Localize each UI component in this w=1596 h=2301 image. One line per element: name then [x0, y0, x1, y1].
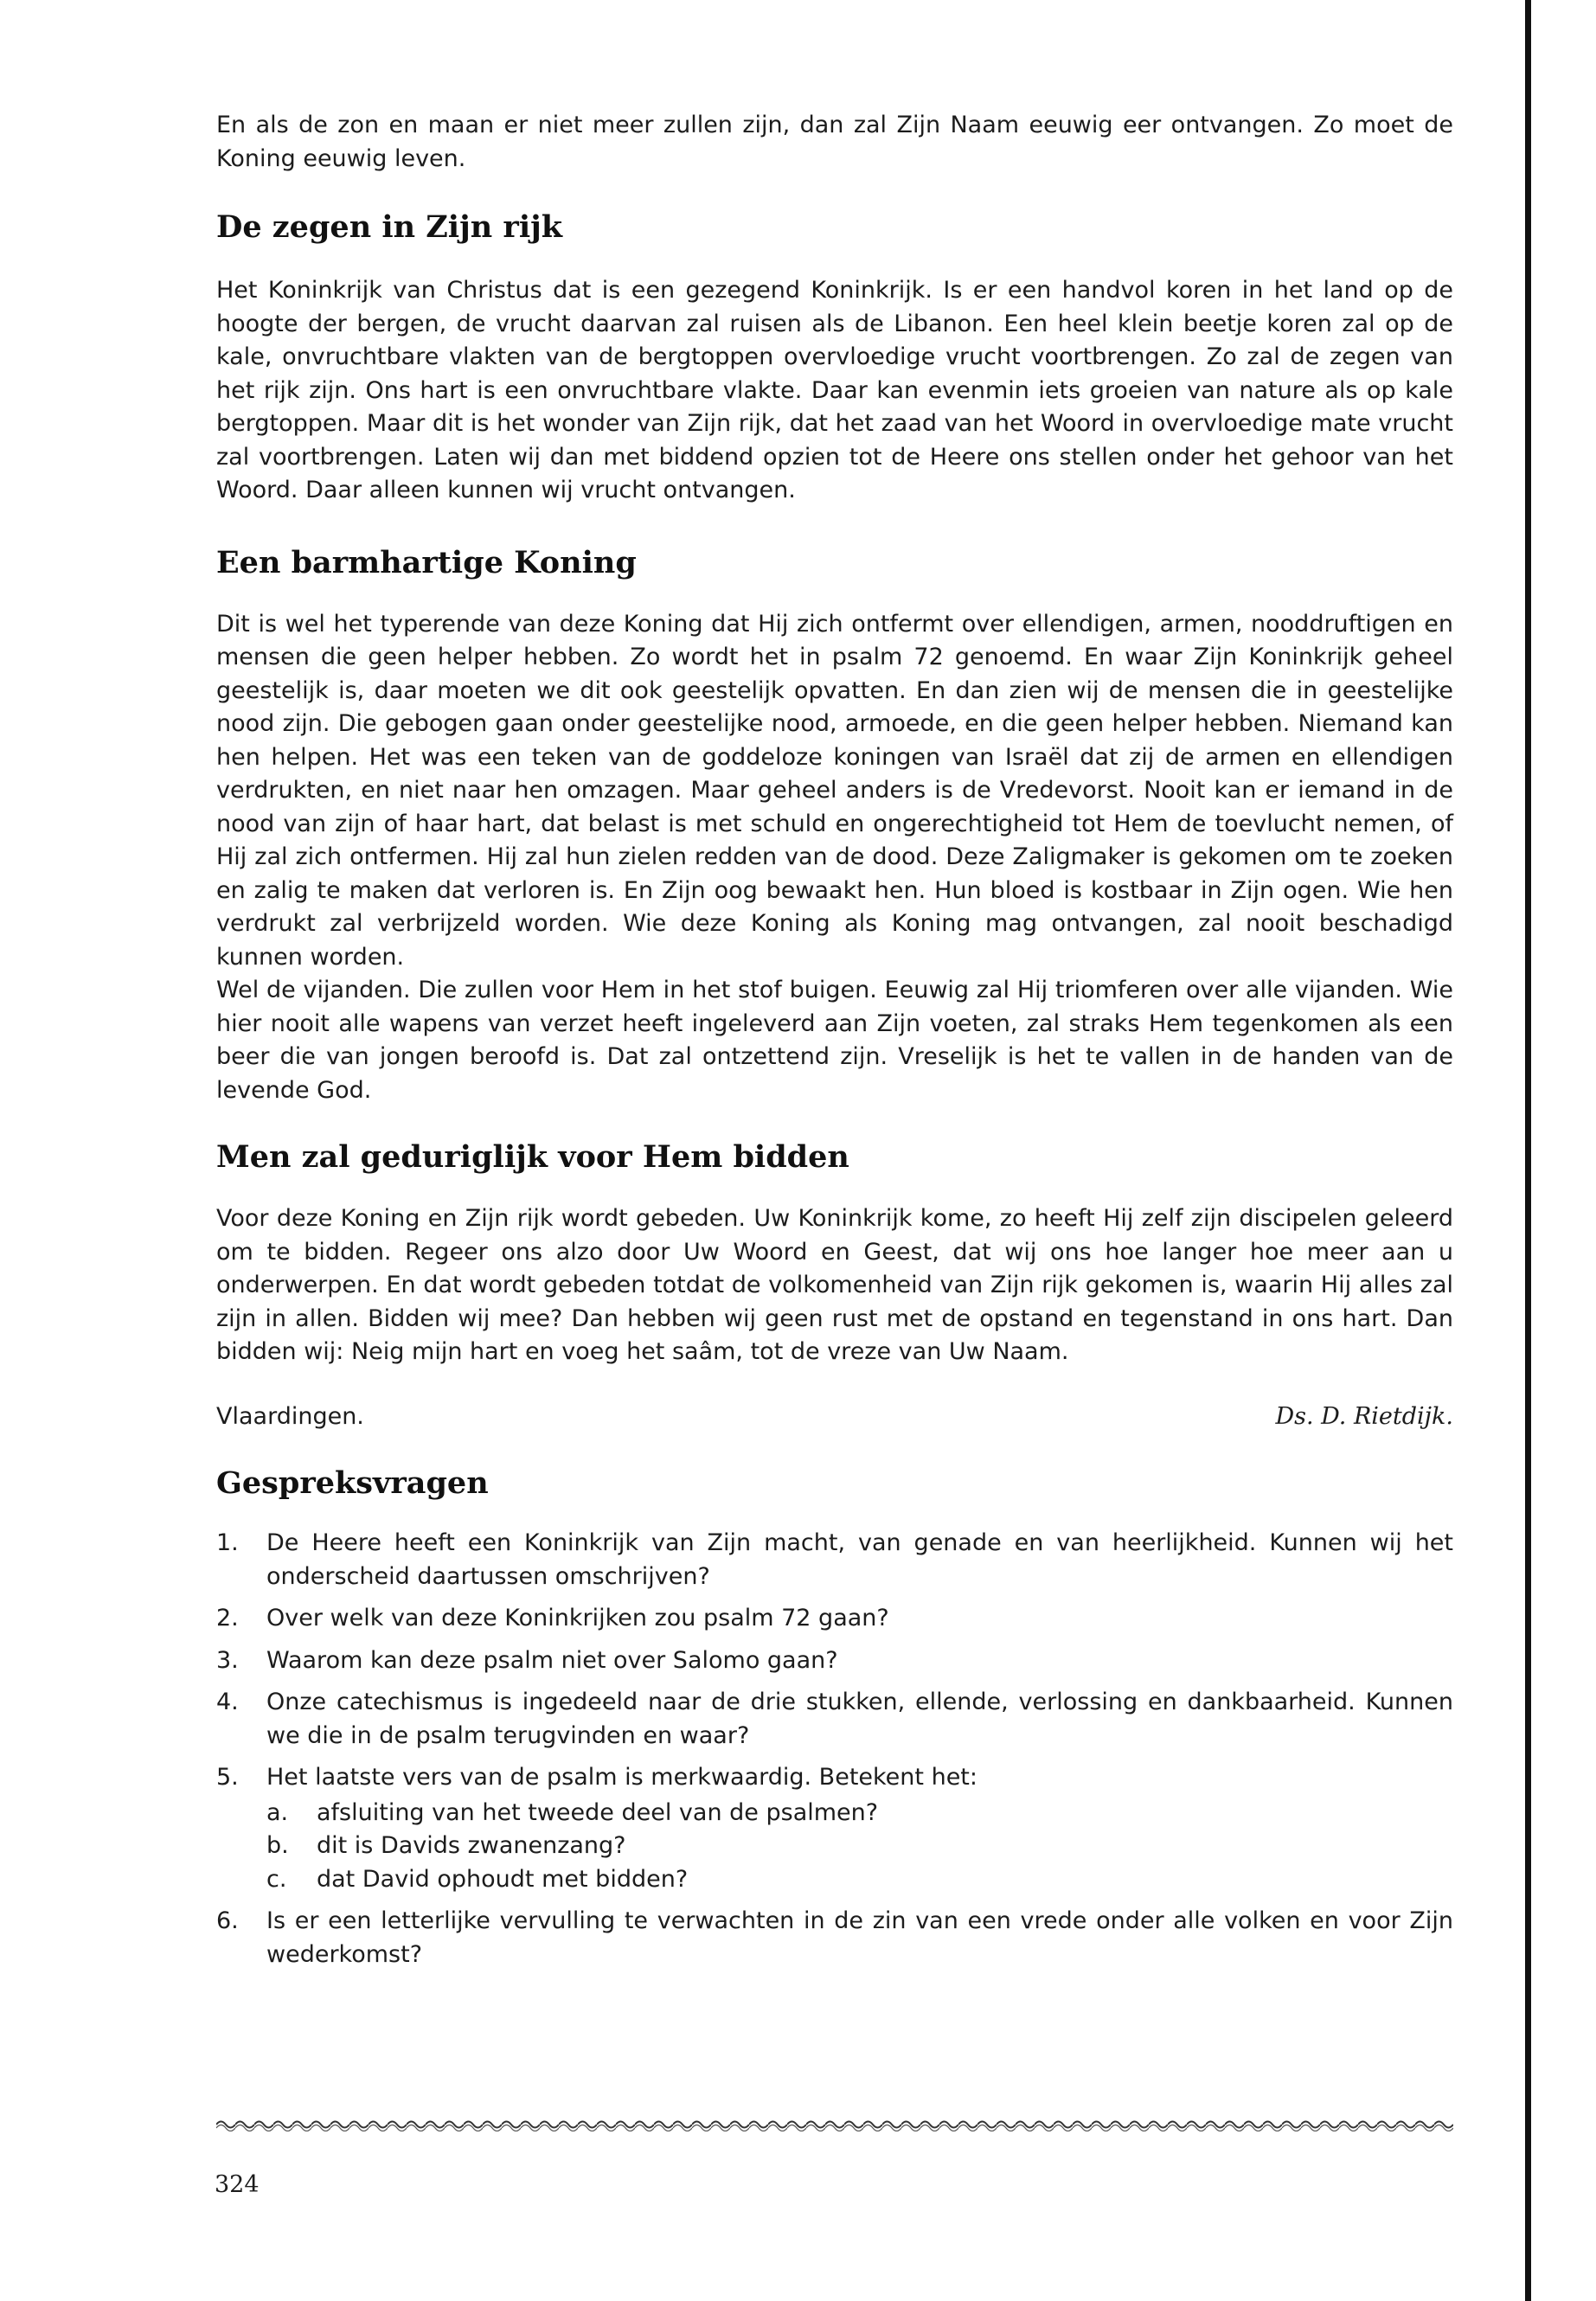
sub-question-text: dit is Davids zwanenzang?	[317, 1832, 626, 1859]
question-item	[216, 1905, 1453, 1971]
question-item	[216, 1527, 1453, 1593]
sub-question-letter: b.	[266, 1832, 289, 1859]
paragraph-zegen: Het Koninkrijk van Christus dat is een gezegend Koninkrijk. Is er een handvol koren in het land op de hoogte der bergen, de vrucht daarvan zal ruisen als de Libanon. Een heel klein beetje koren zal op de kale, onvruchtbare vlakten van de bergtoppen overvloedige vrucht voortbrengen. Zo zal de zegen van het rijk zijn. Ons hart is een onvruchtbare vlakte. Daar kan evenmin iets groeien van nature als op kale bergtoppen. Maar dit is het wonder van Zijn rijk, dat het zaad van het Woord in overvloedige mate vrucht zal voortbrengen. Laten wij dan met biddend opzien tot de Heere ons stellen onder het gehoor van het Woord. Daar alleen kunnen wij vrucht ontvangen.	[216, 277, 1453, 503]
signature-author: Ds. D. Rietdijk.	[1275, 1402, 1453, 1430]
sub-question-letter: a.	[266, 1798, 289, 1826]
question-item	[216, 1686, 1453, 1753]
question-text: Het laatste vers van de psalm is merkwaardig. Betekent het:	[266, 1764, 977, 1791]
sub-question-item	[266, 1830, 1453, 1863]
question-text: Is er een letterlijke vervulling te verwachten in de zin van een vrede onder alle volken en voor Zijn wederkomst?	[266, 1907, 1453, 1968]
question-text: De Heere heeft een Koninkrijk van Zijn macht, van genade en van heerlijkheid. Kunnen wij het onderscheid daartussen omschrijven?	[266, 1529, 1453, 1590]
question-text: Waarom kan deze psalm niet over Salomo gaan?	[266, 1646, 838, 1674]
question-number: 6.	[216, 1907, 239, 1934]
heading-barmhartige-koning: Een barmhartige Koning	[216, 544, 637, 580]
question-number: 2.	[216, 1605, 239, 1631]
signature	[216, 1400, 1453, 1434]
question-item	[216, 1761, 1453, 1896]
heading-zegen: De zegen in Zijn rijk	[216, 209, 563, 245]
sub-question-list	[266, 1797, 1453, 1897]
question-list	[216, 1527, 1453, 1971]
sub-question-letter: c.	[266, 1865, 287, 1893]
page-number: 324	[215, 2171, 260, 2198]
paragraph-bidden: Voor deze Koning en Zijn rijk wordt gebeden. Uw Koninkrijk kome, zo heeft Hij zelf zijn discipelen geleerd om te bidden. Regeer ons alzo door Uw Woord en Geest, dat wij ons hoe langer hoe meer aan u onderwerpen. En dat wordt gebeden totdat de volkomenheid van Zijn rijk gekomen is, waarin Hij alles zal zijn in allen. Bidden wij mee? Dan hebben wij geen rust met de opstand en tegenstand in ons hart. Dan bidden wij: Neig mijn hart en voeg het saâm, tot de vreze van Uw Naam.	[216, 1205, 1453, 1365]
paragraph-barmhartige-koning-2: Wel de vijanden. Die zullen voor Hem in het stof buigen. Eeuwig zal Hij triomferen over alle vijanden. Wie hier nooit alle wapens van verzet heeft ingeleverd aan Zijn voeten, zal straks Hem tegenkomen als een beer die van jongen beroofd is. Dat zal ontzettend zijn. Vreselijk is het te vallen in de handen van de levende God.	[216, 977, 1453, 1104]
question-text: Onze catechismus is ingedeeld naar de drie stukken, ellende, verlossing en dankbaarheid. Kunnen we die in de psalm terugvinden en waar?	[266, 1689, 1453, 1749]
question-number: 3.	[216, 1646, 239, 1674]
ornamental-divider	[216, 2118, 1453, 2131]
question-text: Over welk van deze Koninkrijken zou psalm 72 gaan?	[266, 1605, 889, 1631]
intro-paragraph: En als de zon en maan er niet meer zullen zijn, dan zal Zijn Naam eeuwig eer ontvangen. Zo moet de Koning eeuwig leven.	[216, 112, 1453, 172]
page-edge-shadow	[1525, 0, 1531, 2301]
question-number: 4.	[216, 1689, 239, 1715]
question-number: 1.	[216, 1529, 239, 1556]
question-item	[216, 1644, 1453, 1678]
heading-bidden: Men zal geduriglijk voor Hem bidden	[216, 1139, 849, 1175]
sub-question-item	[266, 1797, 1453, 1830]
sub-question-item	[266, 1863, 1453, 1897]
signature-place: Vlaardingen.	[216, 1402, 364, 1430]
heading-gespreksvragen: Gespreksvragen	[216, 1465, 489, 1501]
sub-question-text: afsluiting van het tweede deel van de psalmen?	[317, 1798, 879, 1826]
paragraph-barmhartige-koning-1: Dit is wel het typerende van deze Koning dat Hij zich ontfermt over ellendigen, armen, nooddruftigen en mensen die geen helper hebben. Zo wordt het in psalm 72 genoemd. En waar Zijn Koninkrijk geheel geestelijk is, daar moeten we dit ook geestelijk opvatten. En dan zien wij de mensen die in geestelijke nood zijn. Die gebogen gaan onder geestelijke nood, armoede, en die geen helper hebben. Niemand kan hen helpen. Het was een teken van de goddeloze koningen van Israël dat zij de armen en ellendigen verdrukten, en niet naar hen omzagen. Maar geheel anders is de Vredevorst. Nooit kan er iemand in de nood van zijn of haar hart, dat belast is met schuld en ongerechtigheid tot Hem de toevlucht nemen, of Hij zal zich ontfermen. Hij zal hun zielen redden van de dood. Deze Zaligmaker is gekomen om te zoeken en zalig te maken dat verloren is. En Zijn oog bewaakt hen. Hun bloed is kostbaar in Zijn ogen. Wie hen verdrukt zal verbrijzeld worden. Wie deze Koning als Koning mag ontvangen, zal nooit beschadigd kunnen worden.	[216, 610, 1453, 971]
document-body	[216, 109, 1453, 1980]
question-item	[216, 1602, 1453, 1636]
question-body	[266, 1761, 1453, 1896]
question-number: 5.	[216, 1764, 239, 1791]
sub-question-text: dat David ophoudt met bidden?	[317, 1865, 689, 1893]
